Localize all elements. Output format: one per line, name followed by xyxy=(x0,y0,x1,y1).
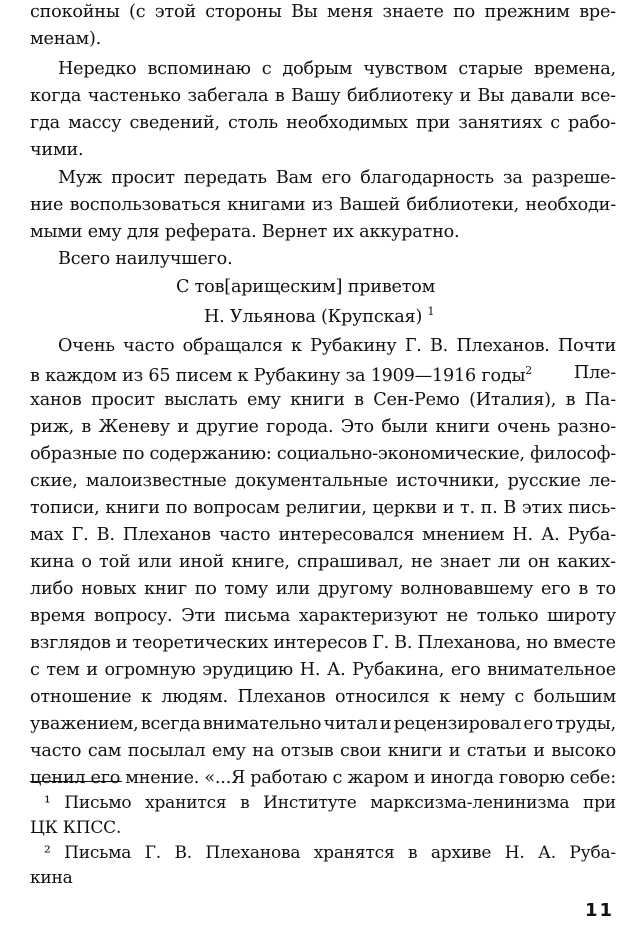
word: пись- xyxy=(568,498,616,518)
text-line xyxy=(58,61,616,79)
word: Вашей xyxy=(339,195,401,215)
word: характеризуют xyxy=(298,606,438,626)
word: В. xyxy=(96,525,115,545)
footnote-line xyxy=(44,795,616,812)
word: и xyxy=(448,741,461,761)
word: посылал xyxy=(127,741,206,761)
word: Нередко xyxy=(58,59,137,79)
text-line: мыми ему для реферата. Вернет их аккуратно. xyxy=(30,222,460,242)
word: его xyxy=(540,579,571,599)
text-line xyxy=(30,419,616,437)
word: большим xyxy=(533,687,616,707)
word: интересов xyxy=(273,633,368,653)
word: хранится xyxy=(145,793,227,813)
word: по xyxy=(165,498,188,518)
word: людям. xyxy=(161,687,228,707)
text-line xyxy=(30,743,616,761)
word: документальные xyxy=(234,471,388,491)
word: нему xyxy=(459,687,505,707)
word: стороны xyxy=(205,2,282,22)
word: жаром xyxy=(347,768,409,788)
word: ле- xyxy=(589,471,616,491)
word: относился xyxy=(335,687,430,707)
text-line xyxy=(30,197,616,215)
word: социально-экономические, xyxy=(276,444,525,464)
word: не xyxy=(410,552,433,572)
word: архиве xyxy=(430,843,492,863)
word: библиотеку xyxy=(347,86,453,106)
word: А. xyxy=(326,660,346,680)
word: гда xyxy=(30,113,60,133)
word: в xyxy=(408,843,418,863)
word: Руба- xyxy=(569,843,616,863)
word: вопросам xyxy=(193,498,280,518)
word: при xyxy=(416,113,451,133)
word: Руба- xyxy=(567,525,616,545)
word: книге, xyxy=(231,552,290,572)
word: благодарность xyxy=(360,168,494,188)
word: передать xyxy=(183,168,267,188)
word: но xyxy=(526,633,549,653)
word: прежним xyxy=(484,2,570,22)
text-line: менам). xyxy=(30,29,102,49)
word: Институте xyxy=(263,793,357,813)
word: рабо- xyxy=(568,113,616,133)
word: с xyxy=(30,660,40,680)
word: часто xyxy=(123,336,175,356)
text-line xyxy=(30,88,616,106)
word: Н. xyxy=(299,660,321,680)
word: ² xyxy=(44,843,51,863)
word: Очень xyxy=(58,336,115,356)
word: в xyxy=(565,390,576,410)
word: к xyxy=(291,336,302,356)
word: мах xyxy=(30,525,64,545)
word: необходи- xyxy=(525,195,616,215)
word: по xyxy=(453,2,476,22)
text-line: Всего наилучшего. xyxy=(58,249,233,269)
word: той xyxy=(99,552,131,572)
word: с xyxy=(514,687,525,707)
word: книг xyxy=(144,579,187,599)
word: и xyxy=(459,86,471,106)
signature-name-text: Н. Ульянова (Крупская) xyxy=(204,306,423,327)
word: говорю xyxy=(498,768,565,788)
word: Вашу xyxy=(291,86,341,106)
text-line xyxy=(30,770,616,788)
word: забегала xyxy=(187,86,269,106)
word: только xyxy=(476,606,539,626)
word: широту xyxy=(547,606,616,626)
word: вспоминаю xyxy=(147,59,251,79)
word: Плеханов xyxy=(122,525,211,545)
word: риж, xyxy=(30,417,74,437)
word: Письма xyxy=(64,843,132,863)
word: массу xyxy=(68,113,122,133)
word: Письмо xyxy=(64,793,132,813)
footnote-line: ЦК КПСС. xyxy=(30,818,122,838)
word: Женеву xyxy=(98,417,170,437)
text-line xyxy=(30,689,616,707)
text-line xyxy=(30,554,616,572)
word: вместе xyxy=(553,633,616,653)
word: (с xyxy=(129,2,146,22)
text-line xyxy=(30,392,616,410)
word: книги xyxy=(387,741,443,761)
word: очень xyxy=(497,417,551,437)
word: давали xyxy=(510,86,575,106)
word: в xyxy=(354,390,364,410)
word: п. xyxy=(480,498,498,518)
word: при xyxy=(582,793,616,813)
word: сам xyxy=(87,741,122,761)
word: ему xyxy=(211,741,246,761)
word: Н. xyxy=(504,843,525,863)
text-line xyxy=(30,446,616,464)
word: с xyxy=(550,113,560,133)
text-segment-part: в каждом из 65 писем к Рубакину за 1909—1916 годы xyxy=(30,365,526,386)
word: религии, xyxy=(285,498,367,518)
word: города. xyxy=(266,417,334,437)
word: из xyxy=(311,195,333,215)
word: книгами xyxy=(227,195,306,215)
text-segment xyxy=(30,365,532,385)
word: его xyxy=(450,660,481,680)
word: русские xyxy=(507,471,581,491)
word: о xyxy=(81,552,92,572)
word: вре- xyxy=(579,2,616,22)
word: другому xyxy=(317,579,393,599)
word: на xyxy=(252,741,275,761)
word: ли xyxy=(498,552,521,572)
word: Н. xyxy=(512,525,533,545)
word: Вам xyxy=(275,168,313,188)
word: часто xyxy=(219,525,271,545)
word: к xyxy=(141,687,152,707)
word: необходимых xyxy=(286,113,408,133)
word: и xyxy=(177,417,189,437)
word: Почти xyxy=(557,336,616,356)
word: просит xyxy=(91,390,155,410)
word: по xyxy=(122,444,145,464)
word: сведений, xyxy=(129,113,220,133)
word: были xyxy=(381,417,429,437)
word: за xyxy=(502,168,523,188)
word: знаете xyxy=(382,2,444,22)
word: А. xyxy=(541,525,560,545)
footnote-line: кина xyxy=(30,868,73,888)
word: обращался xyxy=(182,336,283,356)
footnote-line xyxy=(44,845,616,862)
word: библиотеки, xyxy=(406,195,520,215)
word: и xyxy=(442,498,455,518)
word: время xyxy=(30,606,86,626)
word: в xyxy=(578,579,589,599)
word: мнением xyxy=(422,525,505,545)
footnote-marker: 2 xyxy=(525,364,533,377)
text-line xyxy=(30,115,616,133)
word: ему xyxy=(246,390,281,410)
word: отношение xyxy=(30,687,132,707)
word: Па- xyxy=(584,390,616,410)
word: все- xyxy=(580,86,616,106)
text-line xyxy=(30,581,616,599)
word: Сен-Ремо xyxy=(373,390,460,410)
word: и xyxy=(533,741,545,761)
word: Плеханова xyxy=(205,843,301,863)
text-line xyxy=(30,4,616,22)
word: Г. xyxy=(372,633,390,653)
word: и xyxy=(379,714,392,734)
word: этой xyxy=(154,2,196,22)
word: в xyxy=(240,793,250,813)
word: А. xyxy=(538,843,556,863)
word: Рубакину xyxy=(310,336,397,356)
word: философ- xyxy=(530,444,616,464)
word: и xyxy=(413,768,426,788)
signature-name xyxy=(204,306,434,326)
text-line xyxy=(30,716,616,734)
word: Вы xyxy=(477,86,505,106)
word: уважением, xyxy=(30,714,139,734)
word: меня xyxy=(327,2,374,22)
signature-salutation: С тов[арищеским] приветом xyxy=(176,277,436,297)
word: ценил xyxy=(30,768,86,788)
word: с xyxy=(261,59,272,79)
word: «...Я xyxy=(204,768,246,788)
word: книги xyxy=(290,390,345,410)
text-line: чими. xyxy=(30,140,84,160)
word: церкви xyxy=(372,498,437,518)
word: Г. xyxy=(71,525,89,545)
word: огромную xyxy=(104,660,196,680)
text-line xyxy=(30,527,616,545)
word: он xyxy=(527,552,550,572)
word: всегда xyxy=(140,714,201,734)
text-line xyxy=(30,500,616,518)
word: Г. xyxy=(144,843,161,863)
word: его xyxy=(90,768,121,788)
word: его xyxy=(321,168,352,188)
word: тому xyxy=(224,579,269,599)
word: по xyxy=(194,579,217,599)
word: его xyxy=(523,714,554,734)
word: В. xyxy=(174,843,192,863)
word: и xyxy=(115,633,128,653)
word: или xyxy=(275,579,310,599)
word: источники, xyxy=(396,471,500,491)
word: рецензировал xyxy=(393,714,522,734)
word: старые xyxy=(458,59,523,79)
word: частенько xyxy=(87,86,181,106)
word: иной xyxy=(179,552,225,572)
word: мнение. xyxy=(125,768,200,788)
text-line xyxy=(30,662,616,680)
word: новых xyxy=(81,579,137,599)
word: тописи, xyxy=(30,498,100,518)
word: каких- xyxy=(556,552,616,572)
word: тем xyxy=(46,660,80,680)
text-line xyxy=(30,473,616,491)
text-line xyxy=(58,170,616,188)
word: вопросу. xyxy=(94,606,173,626)
word: часто xyxy=(30,741,82,761)
text-segment: Пле- xyxy=(573,363,616,383)
word: чувством xyxy=(363,59,448,79)
word: выслать xyxy=(164,390,238,410)
word: т. xyxy=(459,498,475,518)
word: или xyxy=(137,552,172,572)
word: с xyxy=(332,768,343,788)
word: содержанию: xyxy=(149,444,272,464)
word: когда xyxy=(30,86,82,106)
word: внимательно xyxy=(202,714,322,734)
word: занятиях xyxy=(458,113,543,133)
word: иногда xyxy=(430,768,494,788)
text-line xyxy=(30,635,616,653)
word: Плеханов. xyxy=(456,336,550,356)
word: интересовался xyxy=(278,525,415,545)
word: Рубакина, xyxy=(352,660,445,680)
word: ние xyxy=(30,195,64,215)
word: Вы xyxy=(291,2,318,22)
word: внимательное xyxy=(487,660,616,680)
page-number: 11 xyxy=(584,900,614,921)
word: малоизвестные xyxy=(85,471,227,491)
word: Плеханов xyxy=(237,687,326,707)
footnote-marker: 1 xyxy=(427,305,435,318)
word: хранятся xyxy=(313,843,395,863)
word: отзыв xyxy=(280,741,334,761)
word: разреше- xyxy=(531,168,616,188)
word: в xyxy=(81,417,92,437)
word: марксизма-ленинизма xyxy=(370,793,570,813)
word: книги xyxy=(105,498,160,518)
word: читал xyxy=(323,714,378,734)
word: другие xyxy=(196,417,259,437)
word: и xyxy=(86,660,98,680)
word: разно- xyxy=(557,417,616,437)
word: В xyxy=(503,498,517,518)
word: В. xyxy=(394,633,413,653)
word: ханов xyxy=(30,390,82,410)
footnote-divider xyxy=(30,781,122,782)
word: спокойны xyxy=(30,2,120,22)
word: Эти xyxy=(181,606,216,626)
word: себе: xyxy=(569,768,616,788)
word: книги xyxy=(435,417,490,437)
word: знает xyxy=(439,552,491,572)
word: воспользоваться xyxy=(69,195,221,215)
word: волновавшему xyxy=(400,579,534,599)
word: добрым xyxy=(282,59,353,79)
word: либо xyxy=(30,579,74,599)
word: в xyxy=(274,86,285,106)
word: статьи xyxy=(466,741,527,761)
word: труды, xyxy=(555,714,616,734)
word: просит xyxy=(111,168,175,188)
word: взглядов xyxy=(30,633,111,653)
word: то xyxy=(595,579,616,599)
word: В. xyxy=(429,336,449,356)
word: эрудицию xyxy=(202,660,294,680)
word: Г. xyxy=(404,336,422,356)
word: кина xyxy=(30,552,75,572)
word: Это xyxy=(340,417,374,437)
word: ¹ xyxy=(44,793,51,813)
word: работаю xyxy=(250,768,328,788)
word: спрашивал, xyxy=(297,552,404,572)
word: письма xyxy=(224,606,291,626)
text-line xyxy=(30,608,616,626)
word: теоретических xyxy=(132,633,269,653)
word: образные xyxy=(30,444,118,464)
word: Муж xyxy=(58,168,102,188)
word: (Италия), xyxy=(469,390,557,410)
word: высоко xyxy=(551,741,616,761)
word: Плеханова, xyxy=(417,633,522,653)
word: не xyxy=(446,606,469,626)
word: ские, xyxy=(30,471,78,491)
word: этих xyxy=(521,498,563,518)
word: к xyxy=(439,687,450,707)
word: столь xyxy=(228,113,278,133)
word: свои xyxy=(340,741,382,761)
text-line xyxy=(58,338,616,356)
word: времена, xyxy=(534,59,616,79)
text-line xyxy=(30,365,616,385)
